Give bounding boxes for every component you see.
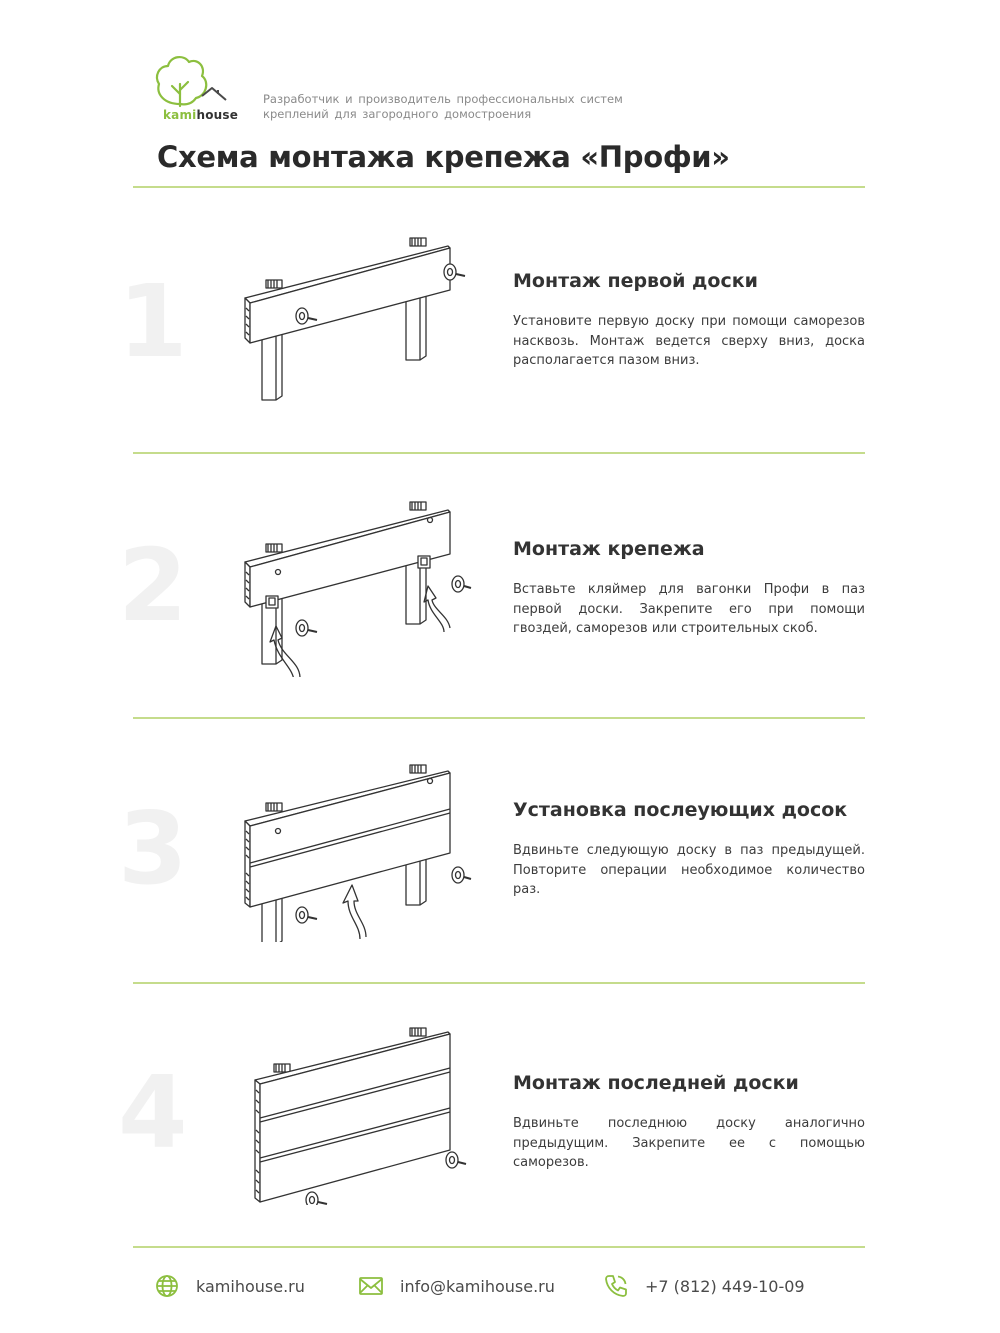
footer-phone[interactable]: [603, 1273, 805, 1299]
step-2-description: Вставьте кляймер для вагонки Профи в паз первой доски. Закрепите его при помощи гвоздей, саморезов или строительных скоб.: [513, 582, 865, 636]
phone-number[interactable]: +7 (812) 449-10-09: [645, 1276, 805, 1296]
email-link[interactable]: info@kamihouse.ru: [400, 1276, 555, 1296]
step-4-title: Монтаж последней доски: [513, 1072, 799, 1094]
step-2-title: Монтаж крепежа: [513, 538, 705, 560]
footer-website[interactable]: [154, 1273, 305, 1299]
step-1-description: Установите первую доску при помощи саморезов насквозь. Монтаж ведется сверху вниз, доска располагается пазом вниз.: [513, 314, 865, 368]
logo-wordmark: [163, 108, 238, 122]
logo-text-kami: kami: [163, 108, 197, 122]
step-1-illustration: [230, 228, 480, 413]
page-title: Схема монтажа крепежа «Профи»: [157, 140, 730, 174]
step-3-title: Установка послеующих досок: [513, 799, 848, 821]
divider: [133, 452, 865, 454]
step-4-illustration: [230, 1020, 480, 1205]
step-2-illustration: [230, 492, 480, 677]
website-link[interactable]: kamihouse.ru: [196, 1276, 305, 1296]
footer-email[interactable]: [358, 1273, 555, 1299]
step-4-number: 4: [118, 1054, 188, 1171]
divider: [133, 717, 865, 719]
step-3-illustration: [230, 757, 480, 942]
logo-text-house: house: [196, 108, 239, 122]
divider: [133, 186, 865, 188]
company-tagline: Разработчик и производитель профессиональных систем креплений для загородного домостроения: [263, 92, 623, 121]
envelope-icon: [358, 1273, 384, 1299]
globe-icon: [154, 1273, 180, 1299]
divider: [133, 1246, 865, 1248]
step-3-description: Вдвиньте следующую доску в паз предыдущей. Повторите операции необходимое количество раз.: [513, 843, 865, 897]
step-3-number: 3: [118, 790, 188, 907]
step-4-description: Вдвиньте последнюю доску аналогично предыдущим. Закрепите ее с помощью саморезов.: [513, 1116, 865, 1170]
divider: [133, 982, 865, 984]
step-2-number: 2: [118, 527, 188, 644]
phone-icon: [603, 1273, 629, 1299]
step-1-number: 1: [118, 263, 188, 380]
step-1-title: Монтаж первой доски: [513, 270, 758, 292]
